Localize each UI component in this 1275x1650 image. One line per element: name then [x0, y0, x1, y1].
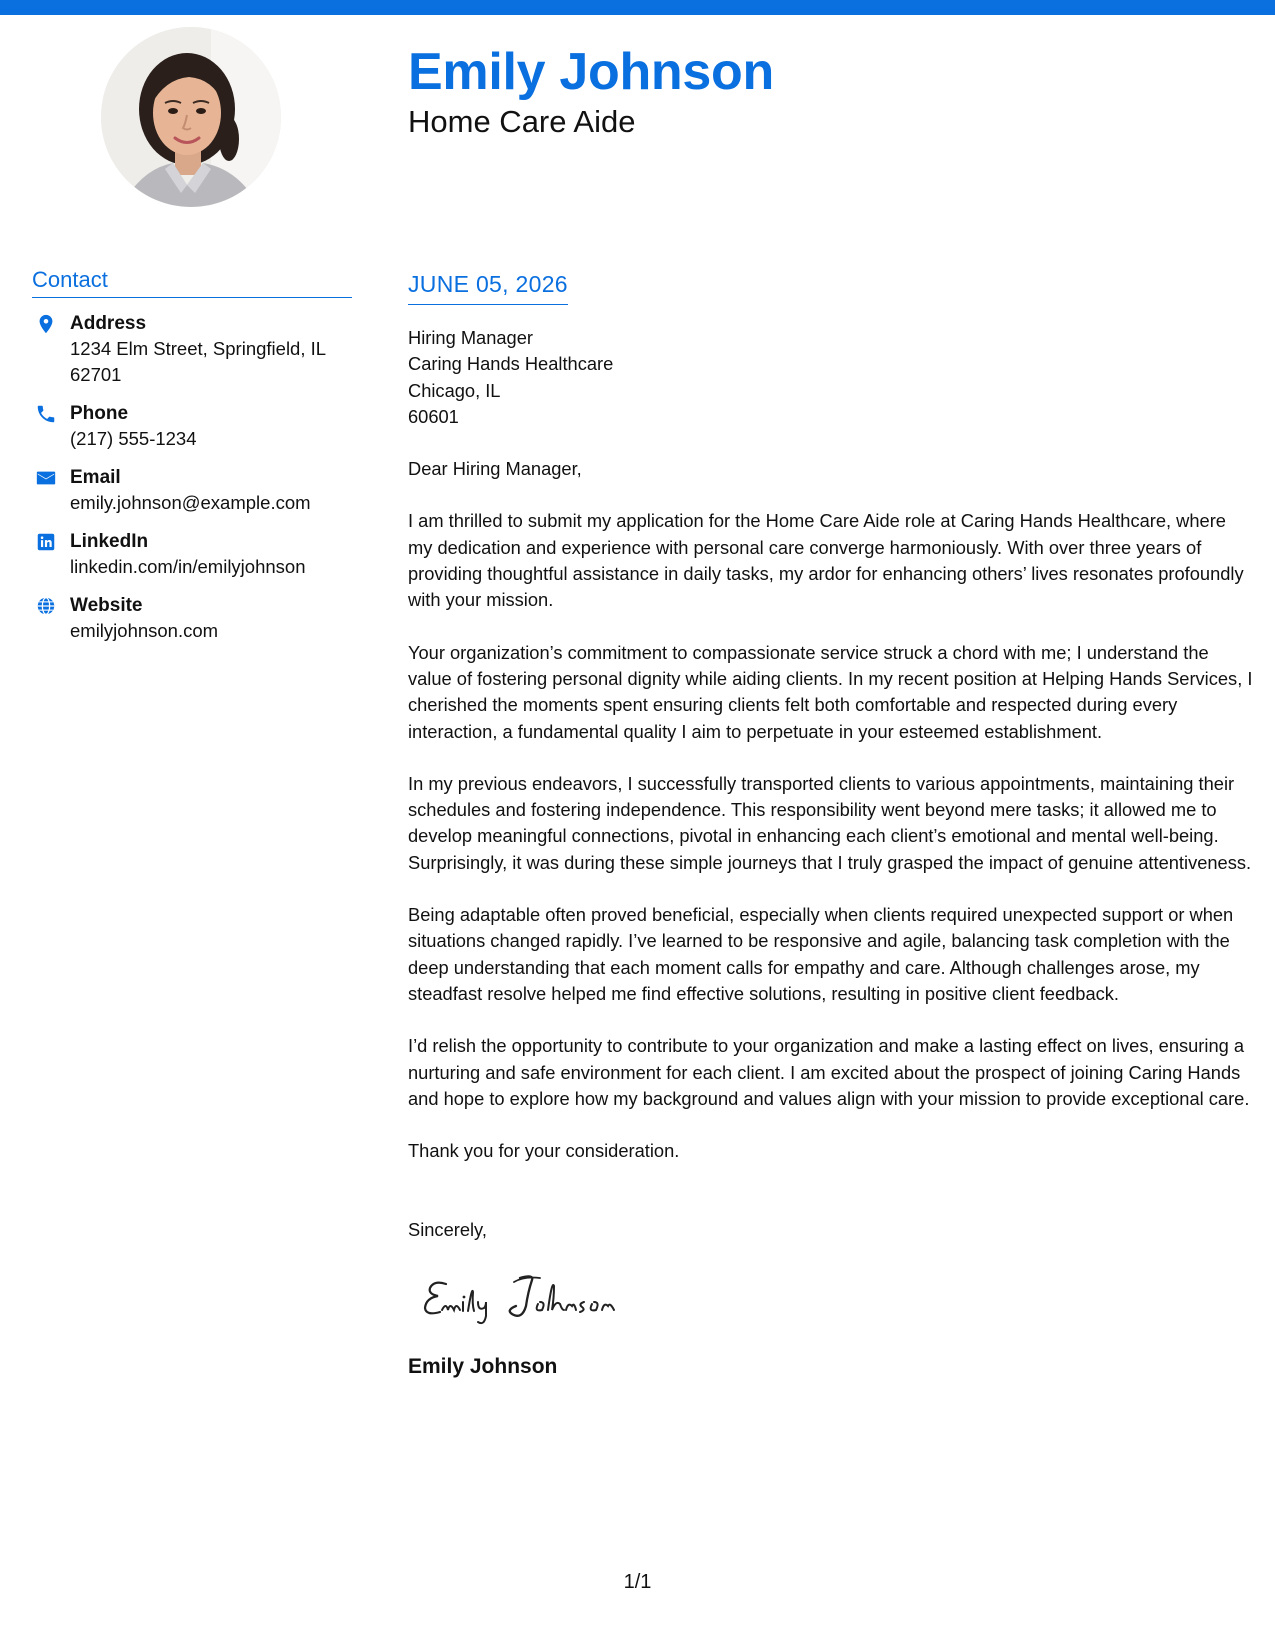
phone-value: (217) 555-1234 — [70, 428, 197, 449]
letter-date: JUNE 05, 2026 — [408, 268, 568, 305]
envelope-icon — [35, 467, 57, 489]
contact-label: Address — [70, 313, 147, 334]
letter-body — [408, 268, 1253, 1381]
address-line: 62701 — [70, 364, 122, 385]
body-paragraph: I’d relish the opportunity to contribute to your organization and make a lasting effect on lives, ensuring a nurturing and safe environment for each client. I am excited about the prospect of joining Caring Hands and hope to explore how my background and values align with your mission to provide exceptional care. — [408, 1035, 1250, 1109]
linkedin-value: linkedin.com/in/emilyjohnson — [70, 556, 306, 577]
email-value: emily.johnson@example.com — [70, 492, 311, 513]
contact-item-website — [32, 594, 352, 644]
contact-label: Phone — [70, 403, 129, 424]
salutation: Dear Hiring Manager, — [408, 458, 582, 480]
profile-photo — [101, 27, 281, 207]
contact-heading: Contact — [32, 266, 352, 298]
globe-icon — [35, 595, 57, 617]
body-paragraph: In my previous endeavors, I successfully transported clients to various appointments, maintaining their schedules and fostering independence. This responsibility went beyond mere tasks; it allowed me to develop meaningful connections, pivotal in enhancing each client’s emotional and mental well-being. Surprisingly, it was during these simple journeys that I truly grasped the impact of genuine attentiveness. — [408, 772, 1252, 873]
job-title: Home Care Aide — [408, 104, 636, 139]
recipient-line: Hiring Manager — [408, 327, 533, 348]
recipient-block — [408, 325, 1253, 430]
top-accent-bar — [0, 0, 1275, 15]
contact-sidebar — [32, 266, 352, 658]
body-paragraph: Being adaptable often proved beneficial, especially when clients required unexpected support or when situations changed rapidly. I’ve learned to be responsive and agile, balancing task completion with the deep understanding that each moment calls for empathy and care. Although challenges arose, my steadfast resolve helped me find effective solutions, resulting in positive client feedback. — [408, 904, 1234, 1004]
handwritten-signature — [416, 1266, 656, 1328]
website-value: emilyjohnson.com — [70, 620, 219, 641]
contact-item-phone — [32, 402, 352, 452]
contact-item-email — [32, 466, 352, 516]
closing: Sincerely, — [408, 1219, 487, 1241]
thank-you-line: Thank you for your consideration. — [408, 1140, 680, 1162]
address-line: 1234 Elm Street, Springfield, IL — [70, 338, 327, 359]
recipient-line: Caring Hands Healthcare — [408, 353, 614, 375]
candidate-name: Emily Johnson — [408, 43, 774, 101]
body-paragraph: I am thrilled to submit my application for the Home Care Aide role at Caring Hands Healthcare, where my dedication and experience with personal care converge harmoniously. With over three years of providing thoughtful assistance in daily tasks, my ardor for enhancing others’ lives resonates profoundly with your mission. — [408, 510, 1244, 611]
map-pin-icon — [35, 313, 57, 335]
contact-label: Website — [70, 595, 143, 616]
linkedin-icon — [35, 531, 57, 553]
recipient-line: 60601 — [408, 405, 459, 427]
contact-item-address — [32, 312, 352, 388]
body-paragraph: Your organization’s commitment to compassionate service struck a chord with me; I understand the value of fostering personal dignity while aiding clients. In my recent position at Helping Hands Services, I cherished the moments spent ensuring clients felt both comfortable and respected during every interaction, a fundamental quality I aim to perpetuate in your esteemed establishment. — [408, 641, 1253, 742]
signer-name: Emily Johnson — [408, 1355, 558, 1379]
recipient-line: Chicago, IL — [408, 379, 501, 401]
contact-label: LinkedIn — [70, 531, 149, 552]
phone-icon — [35, 403, 57, 425]
page-number: 1/1 — [623, 1571, 652, 1593]
contact-item-linkedin — [32, 530, 352, 580]
contact-label: Email — [70, 467, 121, 488]
